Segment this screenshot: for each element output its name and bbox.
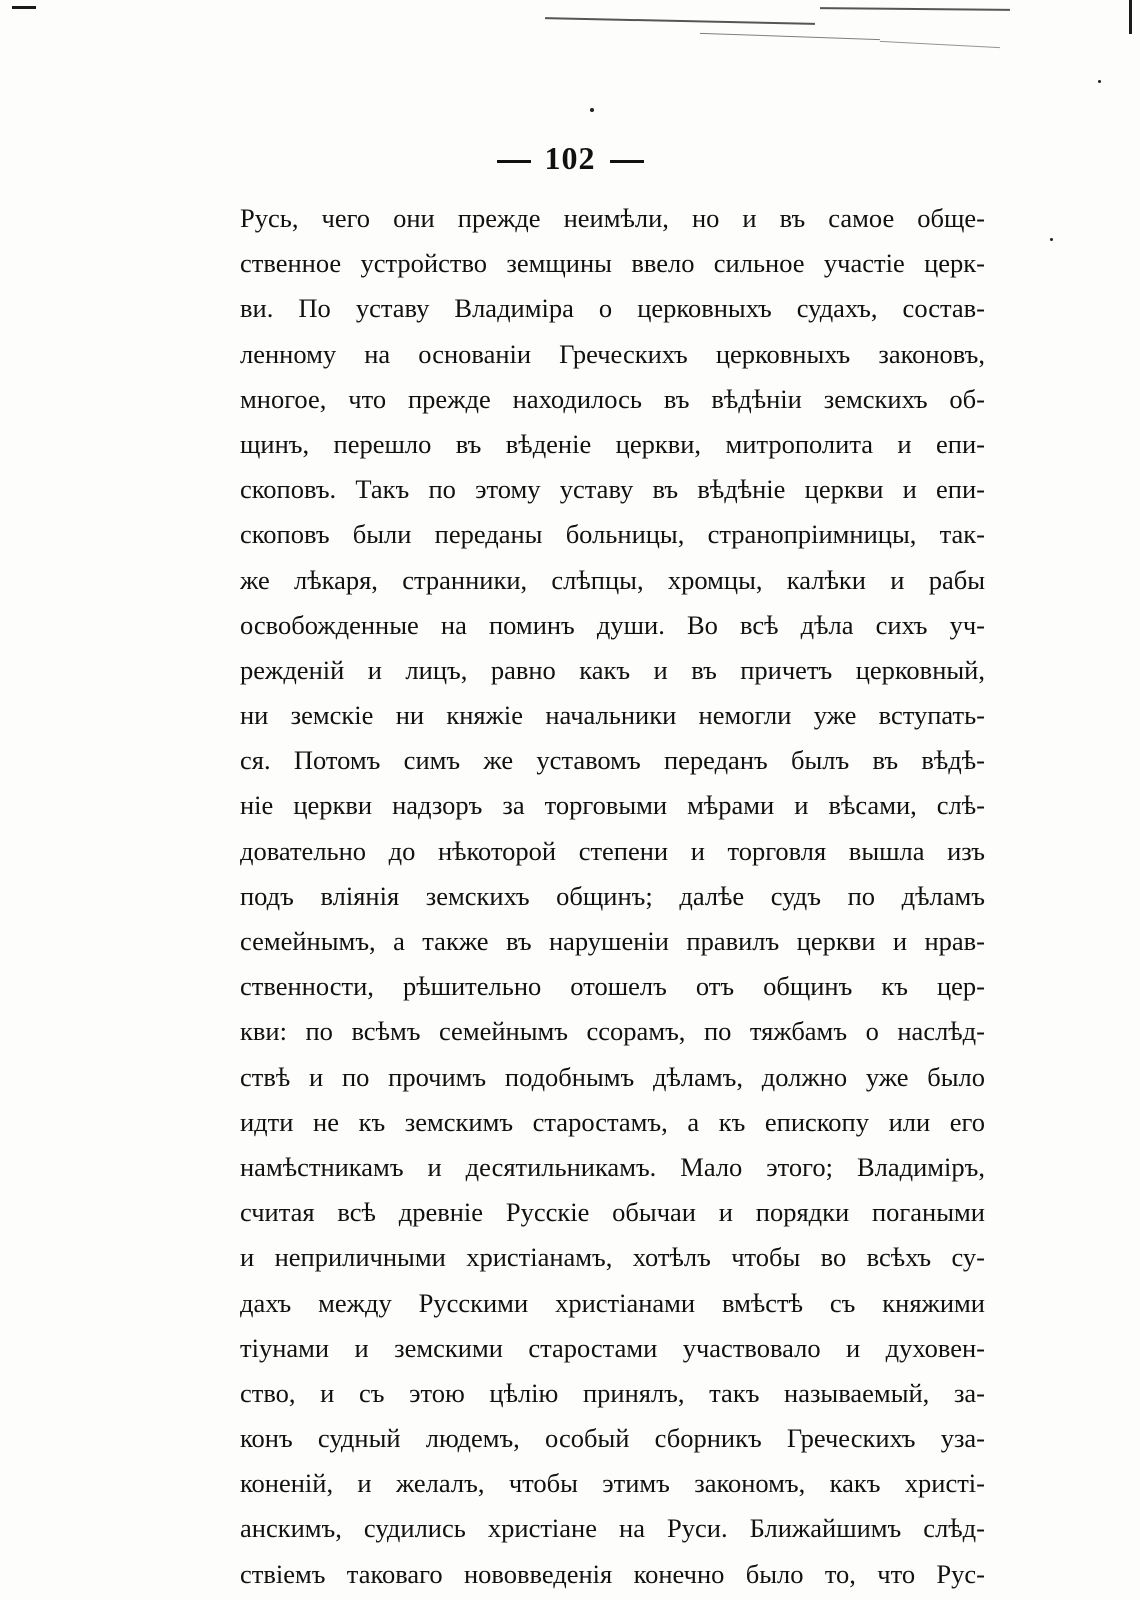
- body-text: [240, 196, 985, 1597]
- text-line: ни земскіе ни княжіе начальники немогли уже вступать-: [240, 700, 985, 731]
- text-line: ніе церкви надзоръ за торговыми мѣрами и вѣсами, слѣ-: [240, 790, 985, 821]
- text-line: же лѣкаря, странники, слѣпцы, хромцы, калѣки и рабы: [240, 564, 985, 595]
- text-line: скоповъ. Такъ по этому уставу въ вѣдѣніе церкви и епи-: [240, 474, 985, 505]
- text-line: кви: по всѣмъ семейнымъ ссорамъ, по тяжбамъ о наслѣд-: [240, 1016, 985, 1047]
- text-line: считая всѣ древніе Русскіе обычаи и порядки погаными: [240, 1197, 985, 1228]
- text-line: идти не къ земскимъ старостамъ, а къ епископу или его: [240, 1106, 985, 1137]
- scan-scratch: [820, 7, 1010, 11]
- text-line: дахъ между Русскими христіанами вмѣстѣ съ княжими: [240, 1287, 985, 1318]
- text-line: ви. По уставу Владиміра о церковныхъ судахъ, состав-: [240, 293, 985, 324]
- scan-scratch: [880, 41, 1000, 48]
- text-line: ственности, рѣшительно отошелъ отъ общинъ къ цер-: [240, 971, 985, 1002]
- text-line: многое, что прежде находилось въ вѣдѣніи земскихъ об-: [240, 383, 985, 414]
- text-line: ство, и съ этою цѣлію принялъ, такъ называемый, за-: [240, 1377, 985, 1408]
- text-line: намѣстникамъ и десятильникамъ. Мало этого; Владиміръ,: [240, 1151, 985, 1182]
- scan-edge-mark: [1129, 0, 1132, 34]
- text-line: ствѣ и по прочимъ подобнымъ дѣламъ, должно уже было: [240, 1061, 985, 1092]
- scan-edge-mark: [12, 6, 36, 9]
- text-line: коненій, и желалъ, чтобы этимъ закономъ, какъ христі-: [240, 1468, 985, 1499]
- text-line: щинъ, перешло въ вѣденіе церкви, митрополита и епи-: [240, 428, 985, 459]
- header-dash-right: [610, 160, 644, 163]
- text-line: скоповъ были переданы больницы, странопріимницы, так-: [240, 519, 985, 550]
- text-line: анскимъ, судились христіане на Руси. Ближайшимъ слѣд-: [240, 1513, 985, 1544]
- text-line: подъ вліянія земскихъ общинъ; далѣе судъ по дѣламъ: [240, 880, 985, 911]
- text-line: ся. Потомъ симъ же уставомъ переданъ былъ въ вѣдѣ-: [240, 745, 985, 776]
- scan-speck: [590, 108, 594, 112]
- scan-speck: [1050, 238, 1053, 241]
- text-line: семейнымъ, а также въ нарушеніи правилъ церкви и нрав-: [240, 926, 985, 956]
- text-line: режденій и лицъ, равно какъ и въ причетъ церковный,: [240, 654, 985, 685]
- text-line: Русь, чего они прежде неимѣли, но и въ самое обще-: [240, 203, 985, 233]
- page-number: 102: [544, 140, 596, 176]
- scan-speck: [1098, 80, 1101, 83]
- text-line: ственное устройство земщины ввело сильное участіе церк-: [240, 248, 985, 279]
- scan-scratch: [545, 17, 815, 25]
- text-line: конъ судный людемъ, особый сборникъ Греческихъ уза-: [240, 1423, 985, 1454]
- text-line: тіунами и земскими старостами участвовало и духовен-: [240, 1332, 985, 1363]
- text-line: и неприличными христіанамъ, хотѣлъ чтобы во всѣхъ су-: [240, 1242, 985, 1273]
- text-line: ствіемъ таковаго нововведенія конечно было то, что Рус-: [240, 1558, 985, 1589]
- header-dash-left: [497, 160, 531, 163]
- text-line: освобожденные на поминъ души. Во всѣ дѣла сихъ уч-: [240, 609, 985, 640]
- scan-scratch: [700, 33, 880, 40]
- page-header: [0, 140, 1140, 177]
- text-line: довательно до нѣкоторой степени и торговля вышла изъ: [240, 835, 985, 866]
- text-line: ленному на основаніи Греческихъ церковныхъ законовъ,: [240, 338, 985, 369]
